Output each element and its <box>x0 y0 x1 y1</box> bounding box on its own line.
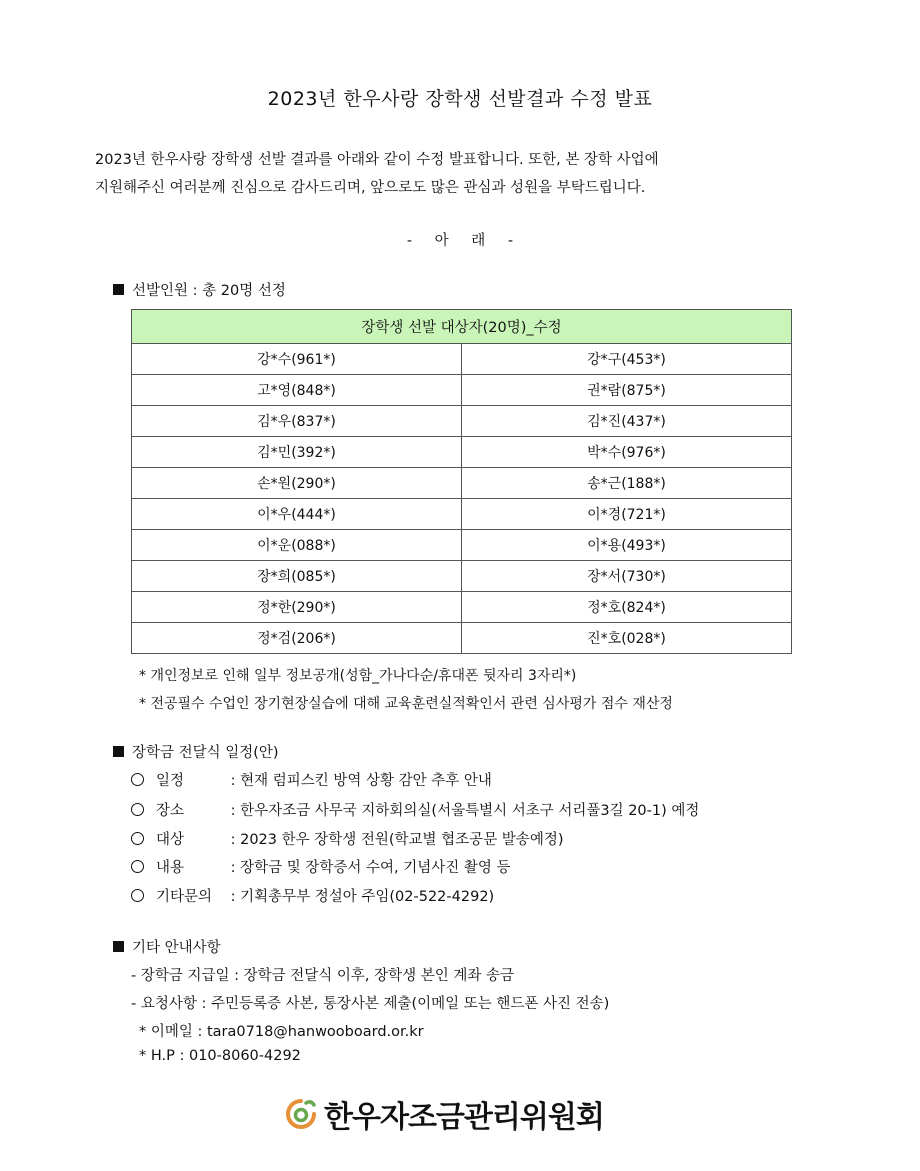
student-cell: 강*구(453*) <box>462 344 792 375</box>
square-bullet-icon <box>113 941 124 952</box>
ceremony-item-label: 장소 <box>156 803 185 819</box>
intro-paragraph <box>95 146 830 202</box>
student-cell: 정*한(290*) <box>132 592 462 623</box>
circle-bullet-icon <box>131 860 144 873</box>
student-cell: 권*람(875*) <box>462 375 792 406</box>
selection-table <box>131 309 792 654</box>
student-cell: 손*원(290*) <box>132 468 462 499</box>
student-cell: 고*영(848*) <box>132 375 462 406</box>
student-cell: 정*호(824*) <box>462 592 792 623</box>
circle-bullet-icon <box>131 773 144 786</box>
student-cell: 박*수(976*) <box>462 437 792 468</box>
student-cell: 김*진(437*) <box>462 406 792 437</box>
ceremony-item-label: 대상 <box>156 832 185 848</box>
student-cell: 진*호(028*) <box>462 623 792 654</box>
ceremony-item-label: 기타문의 <box>156 889 213 905</box>
circle-bullet-icon <box>131 889 144 902</box>
table-row <box>132 530 792 561</box>
ceremony-item-value: : 한우자조금 사무국 지하회의실(서울특별시 서초구 서리풀3길 20-1) 예정 <box>230 803 700 819</box>
ceremony-item-value: : 기획총무부 정설아 주임(02-522-4292) <box>230 889 495 905</box>
square-bullet-icon <box>113 746 124 757</box>
square-bullet-icon <box>113 284 124 295</box>
table-row <box>132 344 792 375</box>
page-title: 2023년 한우사랑 장학생 선발결과 수정 발표 <box>267 88 653 110</box>
request-line: - 요청사항 : 주민등록증 사본, 통장사본 제출(이메일 또는 핸드폰 사진 전송) <box>131 996 610 1012</box>
ceremony-item-target <box>131 828 564 849</box>
payment-date-line: - 장학금 지급일 : 장학금 전달식 이후, 장학생 본인 계좌 송금 <box>131 968 514 984</box>
email-line: * 이메일 : tara0718@hanwooboard.or.kr <box>139 1024 424 1040</box>
selection-note: * 개인정보로 인해 일부 정보공개(성함_가나다순/휴대폰 뒷자리 3자리*) <box>139 668 577 684</box>
student-cell: 이*운(088*) <box>132 530 462 561</box>
table-row <box>132 561 792 592</box>
student-cell: 송*근(188*) <box>462 468 792 499</box>
table-row <box>132 437 792 468</box>
other-heading <box>113 936 221 957</box>
phone-line: * H.P : 010-8060-4292 <box>139 1048 301 1064</box>
student-cell: 이*용(493*) <box>462 530 792 561</box>
selection-heading-text: 선발인원 : 총 20명 선정 <box>132 283 286 299</box>
student-cell: 김*우(837*) <box>132 406 462 437</box>
student-cell: 장*희(085*) <box>132 561 462 592</box>
table-row <box>132 406 792 437</box>
student-cell: 장*서(730*) <box>462 561 792 592</box>
selection-heading <box>113 279 286 300</box>
ceremony-item-date <box>131 769 492 790</box>
selection-table-title: 장학생 선발 대상자(20명)_수정 <box>132 310 792 344</box>
ceremony-item-value: : 현재 럼피스킨 방역 상황 감안 추후 안내 <box>230 773 492 789</box>
selection-note: * 전공필수 수업인 장기현장실습에 대해 교육훈련실적확인서 관련 심사평가 점수 재산정 <box>139 696 673 712</box>
ceremony-item-label: 내용 <box>156 860 185 876</box>
table-row <box>132 468 792 499</box>
section-divider-arae: - 아 래 - <box>406 233 514 249</box>
table-row <box>132 499 792 530</box>
circle-bullet-icon <box>131 803 144 816</box>
intro-line: 지원해주신 여러분께 진심으로 감사드리며, 앞으로도 많은 관심과 성원을 부탁드립니다. <box>95 180 646 196</box>
ceremony-item-value: : 장학금 및 장학증서 수여, 기념사진 촬영 등 <box>230 860 511 876</box>
other-heading-text: 기타 안내사항 <box>132 940 221 956</box>
ceremony-item-label: 일정 <box>156 773 185 789</box>
hanwoo-logo-icon <box>284 1097 318 1131</box>
ceremony-item-contact <box>131 885 494 906</box>
student-cell: 김*민(392*) <box>132 437 462 468</box>
intro-line: 2023년 한우사랑 장학생 선발 결과를 아래와 같이 수정 발표합니다. 또한, 본 장학 사업에 <box>95 152 659 168</box>
table-row <box>132 592 792 623</box>
ceremony-item-place <box>131 799 699 820</box>
ceremony-heading-text: 장학금 전달식 일정(안) <box>132 745 279 761</box>
circle-bullet-icon <box>131 832 144 845</box>
student-cell: 이*경(721*) <box>462 499 792 530</box>
ceremony-heading <box>113 741 279 762</box>
student-cell: 이*우(444*) <box>132 499 462 530</box>
student-cell: 강*수(961*) <box>132 344 462 375</box>
organization-logo <box>284 1092 604 1136</box>
ceremony-item-value: : 2023 한우 장학생 전원(학교별 협조공문 발송예정) <box>230 832 564 848</box>
logo-text: 한우자조금관리위원회 <box>324 1100 604 1135</box>
table-row <box>132 623 792 654</box>
ceremony-item-content <box>131 856 511 877</box>
student-cell: 정*검(206*) <box>132 623 462 654</box>
table-row <box>132 375 792 406</box>
